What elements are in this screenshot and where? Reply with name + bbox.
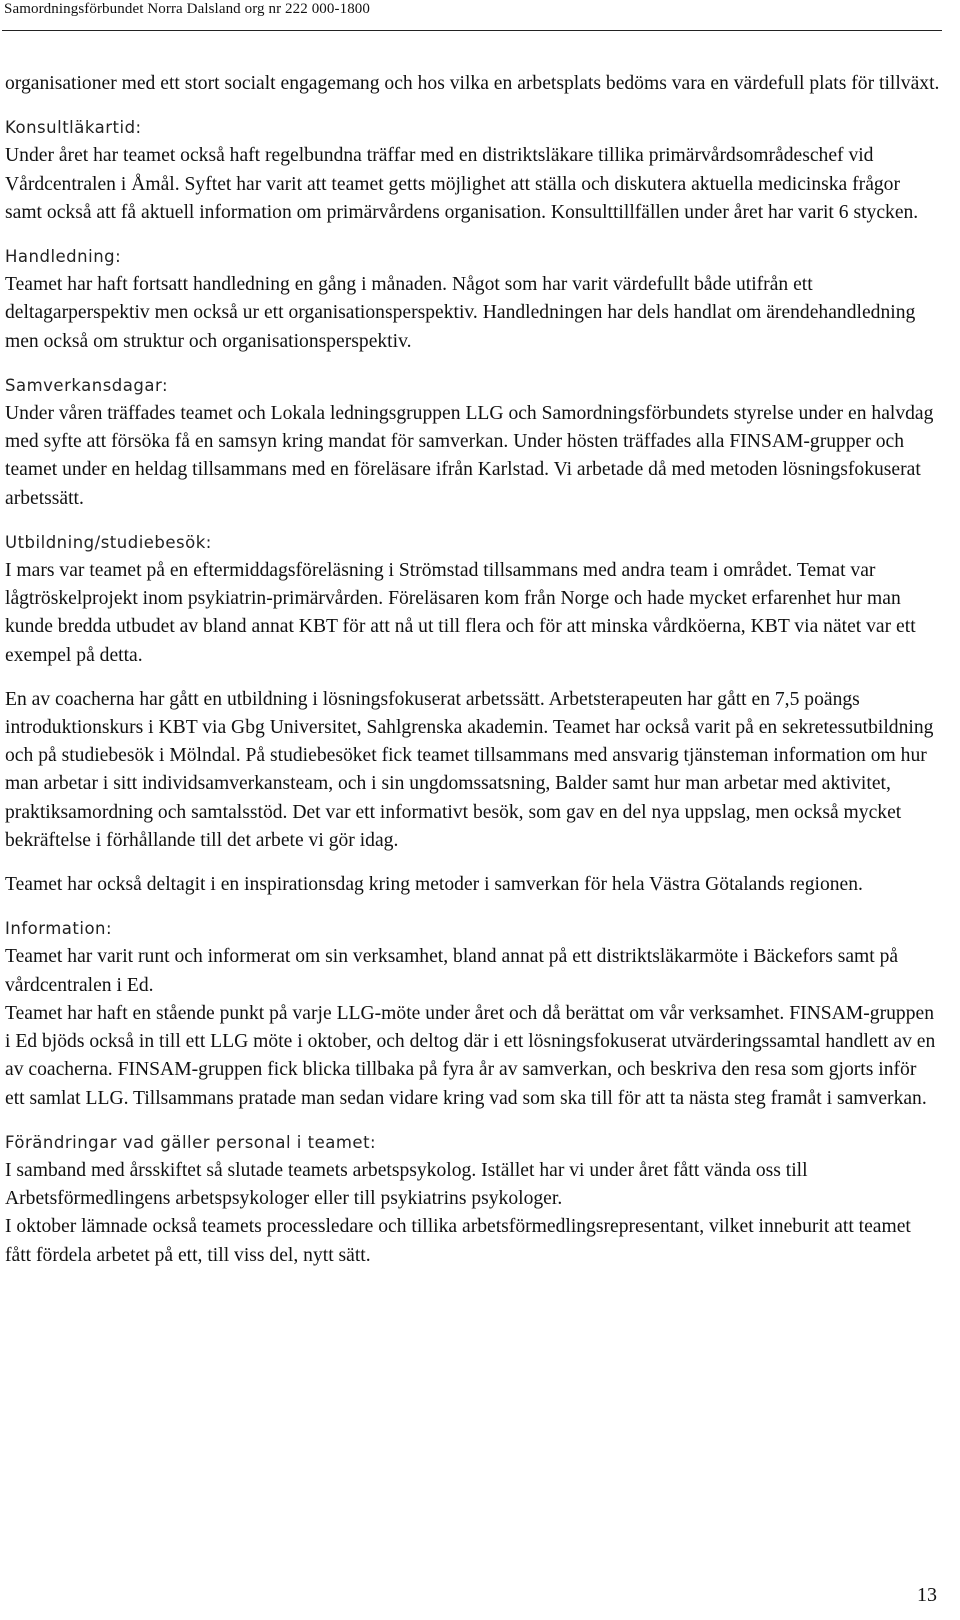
paragraph: Under året har teamet också haft regelbundna träffar med en distriktsläkare tillika primärvårdsområdeschef vid Vårdcentralen i Åmål. Syftet har varit att teamet getts möjlighet att ställa och diskutera aktuella medicinska frågor samt också att få aktuell information om primärvårdens organisation. Konsulttillfällen under året har varit 6 stycken. <box>5 145 919 223</box>
paragraph: Teamet har också deltagit i en inspirationsdag kring metoder i samverkan för hela Västra Götalands regionen. <box>5 874 863 896</box>
paragraph: organisationer med ett stort socialt engagemang och hos vilka en arbetsplats bedöms vara en värdefull plats för tillväxt. <box>5 73 940 94</box>
header-rule <box>2 30 942 31</box>
page-number: 13 <box>917 1584 937 1606</box>
paragraph: I samband med årsskiftet så slutade teamets arbetspsykolog. Istället har vi under året fått vända oss till Arbetsförmedlingens arbetspsykologer eller till psykiatrins psykologer. <box>5 1159 808 1210</box>
paragraph: Teamet har haft fortsatt handledning en gång i månaden. Något som har varit värdefullt både utifrån ett deltagarperspektiv men också ur ett organisationsperspektiv. Handledningen har dels handlat om ärendehandledning men också om struktur och organisationsperspektiv. <box>5 274 916 352</box>
section-heading-handledning: Handledning: <box>5 247 122 267</box>
paragraph: I mars var teamet på en eftermiddagsföreläsning i Strömstad tillsammans med andra team i området. Temat var lågtröskelprojekt inom psykiatrin-primärvården. Föreläsaren kom från Norge och hade mycket erfarenhet hur man kunde bredda utbudet av bland annat KBT för att nå ut till flera och för att minska vårdköerna, KBT via nätet var ett exempel på detta. <box>5 560 916 666</box>
paragraph: Teamet har haft en stående punkt på varje LLG-möte under året och då berättat om vår verksamhet. FINSAM-gruppen i Ed bjöds också in till ett LLG möte i oktober, och deltog där i ett lösningsfokuserat utvärderingssamtal handlett av en av coacherna. FINSAM-gruppen fick blicka tillbaka på fyra år av samverkan, och beskriva den resa som gjorts inför ett samlat LLG. Tillsammans pratade man sedan vidare kring vad som ska till för att ta nästa steg framåt i samverkan. <box>5 1002 936 1109</box>
section-heading-information: Information: <box>5 919 113 939</box>
page-header: Samordningsförbundet Norra Dalsland org nr 222 000-1800 <box>4 1 370 17</box>
paragraph: En av coacherna har gått en utbildning i lösningsfokuserat arbetssätt. Arbetsterapeuten har gått en 7,5 poängs introduktionskurs i KBT via Gbg Universitet, Sahlgrenska akademin. Teamet har också varit på en sekretessutbildning och på studiebesök i Mölndal. På studiebesöket fick teamet tillsammans med ansvarig tjänsteman information om hur man arbetar i sitt individsamverkansteam, och i sin ungdomssatsning, Balder samt hur man arbetar med aktivitet, praktiksamordning och samtalsstöd. Det var ett informativt besök, som gav en del nya uppslag, men också mycket bekräftelse i förhållande till det arbete vi gör idag. <box>5 688 934 851</box>
document-body <box>5 70 940 1270</box>
section-heading-samverkansdagar: Samverkansdagar: <box>5 375 169 395</box>
paragraph: I oktober lämnade också teamets processledare och tillika arbetsförmedlingsrepresentant, vilket inneburit att teamet fått fördela arbetet på ett, till viss del, nytt sätt. <box>5 1216 911 1266</box>
section-heading-konsultlakartid: Konsultläkartid: <box>5 118 142 138</box>
section-heading-utbildning: Utbildning/studiebesök: <box>5 532 212 552</box>
paragraph: Teamet har varit runt och informerat om sin verksamhet, bland annat på ett distriktsläkarmöte i Bäckefors samt på vårdcentralen i Ed. <box>5 946 899 996</box>
section-heading-personal: Förändringar vad gäller personal i teamet: <box>5 1132 377 1152</box>
paragraph: Under våren träffades teamet och Lokala ledningsgruppen LLG och Samordningsförbundets styrelse under en halvdag med syfte att försöka få en samsyn kring mandat för samverkan. Under hösten träffades alla FINSAM-grupper och teamet under en heldag tillsammans med en föreläsare ifrån Karlstad. Vi arbetade då med metoden lösningsfokuserat arbetssätt. <box>5 403 934 509</box>
